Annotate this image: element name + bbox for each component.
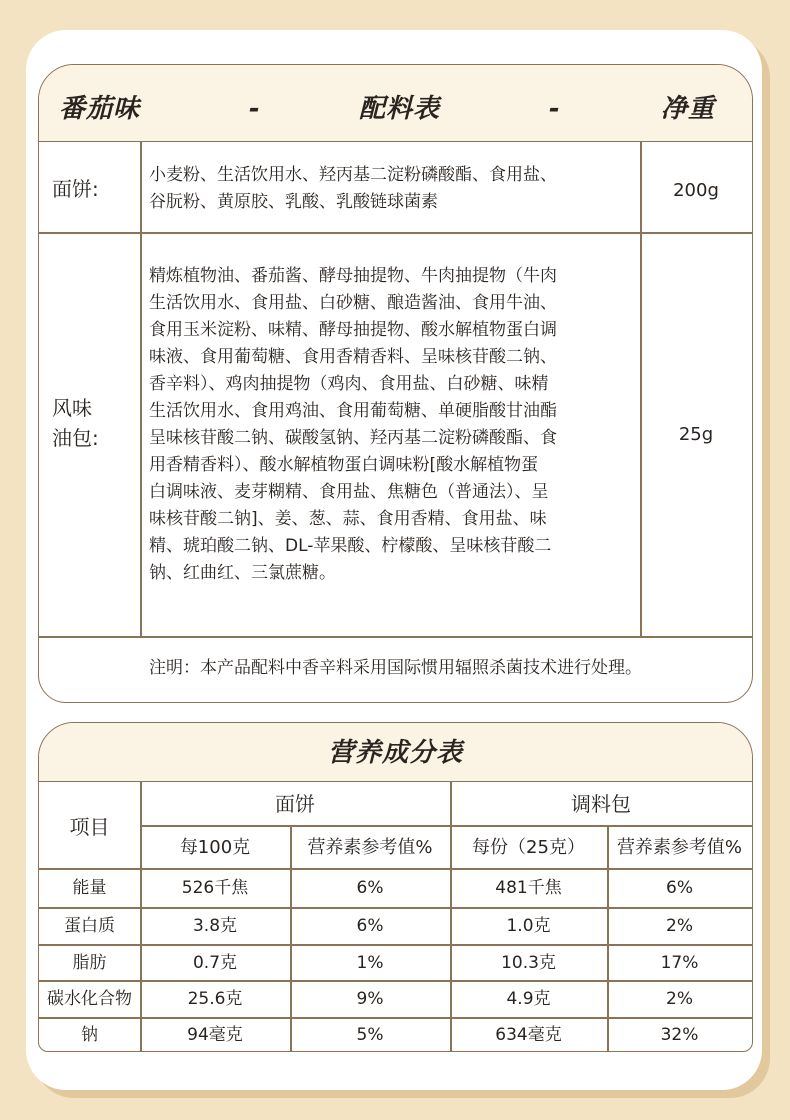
oil-packet-ingredients-line: 味核苷酸二钠]、姜、葱、蒜、食用香精、食用盐、味: [149, 509, 547, 529]
divider-row-sub: [39, 868, 752, 870]
oil-packet-ingredients-line: 白调味液、麦芽糊精、食用盐、焦糖色（普通法）、呈: [149, 482, 549, 502]
header-dash-1: -: [249, 94, 261, 124]
item-header: 项目: [69, 815, 110, 839]
nutrient-name: 能量: [72, 878, 107, 898]
seasoning-per-serving-header: 每份（25克）: [472, 837, 585, 858]
noodle-ingredients-line: 小麦粉、生活饮用水、羟丙基二淀粉磷酸酯、食用盐、: [149, 165, 557, 185]
seasoning-nrv-header: 营养素参考值%: [616, 837, 743, 858]
ingredients-title: 配料表: [359, 94, 441, 124]
nutrient-name: 脂肪: [72, 952, 107, 973]
nutrient-name: 蛋白质: [64, 916, 115, 936]
nutrient-value: 6%: [356, 878, 384, 898]
nutrient-value: 6%: [666, 878, 693, 898]
oil-packet-ingredients: [149, 263, 557, 587]
nutrient-value: 2%: [666, 989, 693, 1009]
noodle-per-100g-header: 每100克: [179, 837, 251, 858]
divider-col-1: [140, 141, 142, 637]
divider-row-group: [140, 825, 752, 827]
oil-packet-ingredients-line: 精、琥珀酸二钠、DL-苹果酸、柠檬酸、呈味核苷酸二: [149, 536, 552, 556]
ingredients-panel: [38, 64, 753, 703]
net-weight-title: 净重: [661, 94, 716, 124]
nutrient-value: 3.8克: [192, 916, 238, 936]
oil-packet-ingredients-line: 食用玉米淀粉、味精、酵母抽提物、酸水解植物蛋白调: [149, 320, 557, 340]
oil-packet-ingredients-line: 味液、食用葡萄糖、食用香精香料、呈味核苷酸二钠、: [149, 347, 557, 367]
oil-packet-label: [52, 393, 99, 453]
nutrition-header: [39, 723, 752, 782]
nutrient-value: 526千焦: [181, 878, 249, 898]
oil-packet-ingredients-line: 用香精香料）、酸水解植物蛋白调味粉[酸水解植物蛋: [149, 455, 539, 475]
noodle-ingredients-line: 谷朊粉、黄原胶、乳酸、乳酸链球菌素: [149, 192, 438, 212]
flavor-title: 番茄味: [59, 94, 141, 124]
divider-row-1: [39, 232, 752, 234]
nutrient-value: 25.6克: [187, 989, 243, 1009]
nutrient-value: 1.0克: [506, 916, 551, 936]
noodle-label: 面饼:: [52, 177, 99, 201]
nutrient-value: 481千焦: [495, 878, 562, 898]
nutrient-name: 钠: [81, 1024, 98, 1045]
nutrition-title: 营养成分表: [327, 738, 463, 768]
divider-col-2: [640, 141, 642, 637]
ingredients-header: [39, 65, 752, 142]
nutrient-value: 4.9克: [506, 989, 551, 1009]
oil-packet-weight: 25g: [678, 424, 714, 445]
noodle-weight: 200g: [673, 180, 719, 201]
nutrient-value: 5%: [356, 1024, 384, 1045]
divider-row: [39, 907, 752, 909]
noodle-group-header: 面饼: [275, 792, 315, 816]
nutrient-value: 634毫克: [495, 1024, 562, 1045]
oil-packet-label-line: 风味: [52, 396, 92, 420]
nutrient-value: 10.3克: [501, 952, 556, 973]
oil-packet-ingredients-line: 呈味核苷酸二钠、碳酸氢钠、羟丙基二淀粉磷酸酯、食: [149, 428, 557, 448]
nutrient-value: 2%: [666, 916, 693, 936]
nutrient-value: 17%: [660, 952, 699, 973]
oil-packet-ingredients-line: 香辛料）、鸡肉抽提物（鸡肉、食用盐、白砂糖、味精: [149, 374, 549, 394]
divider-row: [39, 944, 752, 946]
nutrient-name: 碳水化合物: [47, 989, 132, 1009]
nutrient-value: 1%: [356, 952, 384, 973]
nutrient-value: 32%: [660, 1024, 699, 1045]
oil-packet-ingredients-line: 生活饮用水、食用盐、白砂糖、酿造酱油、食用牛油、: [149, 293, 557, 313]
oil-packet-ingredients-line: 钠、红曲红、三氯蔗糖。: [149, 563, 336, 583]
oil-packet-ingredients-line: 精炼植物油、番茄酱、酵母抽提物、牛肉抽提物（牛肉: [149, 266, 557, 286]
header-dash-2: -: [549, 94, 561, 124]
nutrient-value: 9%: [356, 989, 384, 1009]
divider-row-2: [39, 636, 752, 638]
oil-packet-ingredients-line: 生活饮用水、食用鸡油、食用葡萄糖、单硬脂酸甘油酯: [149, 401, 557, 421]
nutrient-value: 94毫克: [187, 1024, 243, 1045]
divider-row: [39, 980, 752, 982]
divider-row: [39, 1017, 752, 1019]
nutrition-panel: [38, 722, 753, 1052]
nutrient-value: 6%: [356, 916, 384, 936]
noodle-ingredients: [149, 162, 557, 216]
seasoning-group-header: 调料包: [571, 792, 631, 816]
irradiation-note: 注明：本产品配料中香辛料采用国际惯用辐照杀菌技术进行处理。: [149, 658, 642, 678]
oil-packet-label-line: 油包:: [52, 426, 99, 450]
noodle-nrv-header: 营养素参考值%: [307, 837, 433, 858]
nutrient-value: 0.7克: [192, 952, 238, 973]
